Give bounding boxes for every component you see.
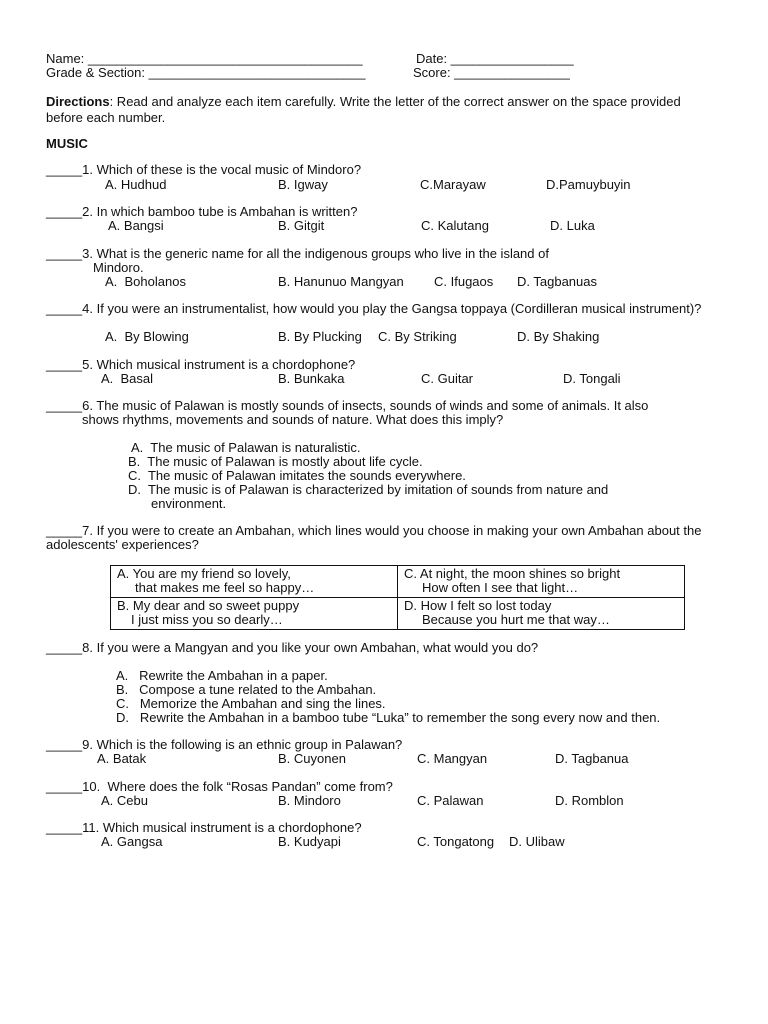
option-d: D. Ulibaw [509, 834, 565, 849]
table-row [111, 598, 685, 630]
grade-section-field-label: Grade & Section: ______________________________ [46, 65, 366, 80]
question-stem: _____11. Which musical instrument is a chordophone? [46, 820, 362, 835]
question-stem-continued: shows rhythms, movements and sounds of nature. What does this imply? [82, 412, 504, 427]
question-stem: _____10. Where does the folk “Rosas Pandan” come from? [46, 779, 393, 794]
option-c: C. Ifugaos [434, 274, 494, 289]
option-a: A. Basal [101, 371, 154, 386]
name-field-label: Name: ______________________________________ [46, 51, 363, 66]
table-cell-a [111, 566, 398, 598]
option-d-line-2: Because you hurt me that way… [422, 612, 610, 627]
date-field-label: Date: _________________ [416, 51, 574, 66]
question-stem: _____4. If you were an instrumentalist, how would you play the Gangsa toppaya (Cordilleran musical instrument)? [46, 301, 702, 316]
option-d: D. Tongali [563, 371, 621, 386]
question-stem: _____1. Which of these is the vocal music of Mindoro? [46, 162, 362, 177]
option-a: A. Gangsa [101, 834, 163, 849]
option-d: D.Pamuybuyin [546, 177, 631, 192]
score-field-label: Score: ________________ [413, 65, 570, 80]
option-a: A. Cebu [101, 793, 148, 808]
table-cell-c [398, 566, 685, 598]
option-a: A. Batak [97, 751, 147, 766]
option-d: D. Tagbanua [555, 751, 629, 766]
option-a: A. By Blowing [105, 329, 189, 344]
option-b: B. Kudyapi [278, 834, 341, 849]
option-b: B. By Plucking [278, 329, 362, 344]
option-c: C. Memorize the Ambahan and sing the lines. [116, 696, 386, 711]
table-cell-b [111, 598, 398, 630]
option-c-line-2: How often I see that light… [422, 580, 579, 595]
option-b: B. Bunkaka [278, 371, 345, 386]
option-b-line-2: I just miss you so dearly… [131, 612, 283, 627]
option-c: C. Guitar [421, 371, 474, 386]
option-d: D. Romblon [555, 793, 624, 808]
option-a-line-2: that makes me feel so happy… [135, 580, 315, 595]
option-d: D. Rewrite the Ambahan in a bamboo tube “Luka” to remember the song every now and then. [116, 710, 661, 725]
option-d-continued: environment. [151, 496, 227, 511]
option-a: A. Bangsi [108, 218, 164, 233]
option-c: C. Mangyan [417, 751, 488, 766]
question-stem: _____7. If you were to create an Ambahan, which lines would you choose in making your own Ambahan about the adolescents' experiences? [46, 523, 702, 552]
option-c: C. Tongatong [417, 834, 495, 849]
option-d: D. Luka [550, 218, 595, 233]
directions [46, 94, 716, 126]
directions-label: Directions [46, 94, 110, 109]
table-cell-d [398, 598, 685, 630]
option-a: A. Rewrite the Ambahan in a paper. [116, 668, 328, 683]
table-row [111, 566, 685, 598]
option-b: B. Hanunuo Mangyan [278, 274, 404, 289]
question-stem: _____2. In which bamboo tube is Ambahan is written? [46, 204, 358, 219]
option-a: A. The music of Palawan is naturalistic. [131, 440, 361, 455]
question-stem: _____3. What is the generic name for all the indigenous groups who live in the island of [46, 246, 549, 261]
ambahan-options-table [110, 565, 685, 630]
option-c: C. By Striking [378, 329, 457, 344]
option-d-line-1: D. How I felt so lost today [404, 598, 552, 613]
option-c-line-1: C. At night, the moon shines so bright [404, 566, 621, 581]
option-b: B. Mindoro [278, 793, 341, 808]
question-stem: _____8. If you were a Mangyan and you like your own Ambahan, what would you do? [46, 640, 539, 655]
option-b: B. The music of Palawan is mostly about life cycle. [128, 454, 423, 469]
option-a-line-1: A. You are my friend so lovely, [117, 566, 291, 581]
option-c: C. Palawan [417, 793, 484, 808]
option-a: A. Hudhud [105, 177, 167, 192]
directions-text: : Read and analyze each item carefully. Write the letter of the correct answer on the space provided before each number. [46, 94, 681, 125]
question-stem: _____5. Which musical instrument is a chordophone? [46, 357, 356, 372]
option-a: A. Boholanos [105, 274, 186, 289]
section-title: MUSIC [46, 136, 88, 151]
option-c: C. Kalutang [421, 218, 489, 233]
option-b-line-1: B. My dear and so sweet puppy [117, 598, 300, 613]
option-c: C.Marayaw [420, 177, 486, 192]
question-stem: _____6. The music of Palawan is mostly sounds of insects, sounds of winds and some of animals. It also [46, 398, 649, 413]
option-b: B. Gitgit [278, 218, 325, 233]
option-b: B. Cuyonen [278, 751, 346, 766]
option-c: C. The music of Palawan imitates the sounds everywhere. [128, 468, 466, 483]
question-stem-continued: Mindoro. [93, 260, 144, 275]
question-stem: _____9. Which is the following is an ethnic group in Palawan? [46, 737, 403, 752]
option-b: B. Compose a tune related to the Ambahan. [116, 682, 377, 697]
option-b: B. Igway [278, 177, 328, 192]
option-d: D. The music is of Palawan is characterized by imitation of sounds from nature and [128, 482, 609, 497]
option-d: D. Tagbanuas [517, 274, 597, 289]
option-d: D. By Shaking [517, 329, 600, 344]
